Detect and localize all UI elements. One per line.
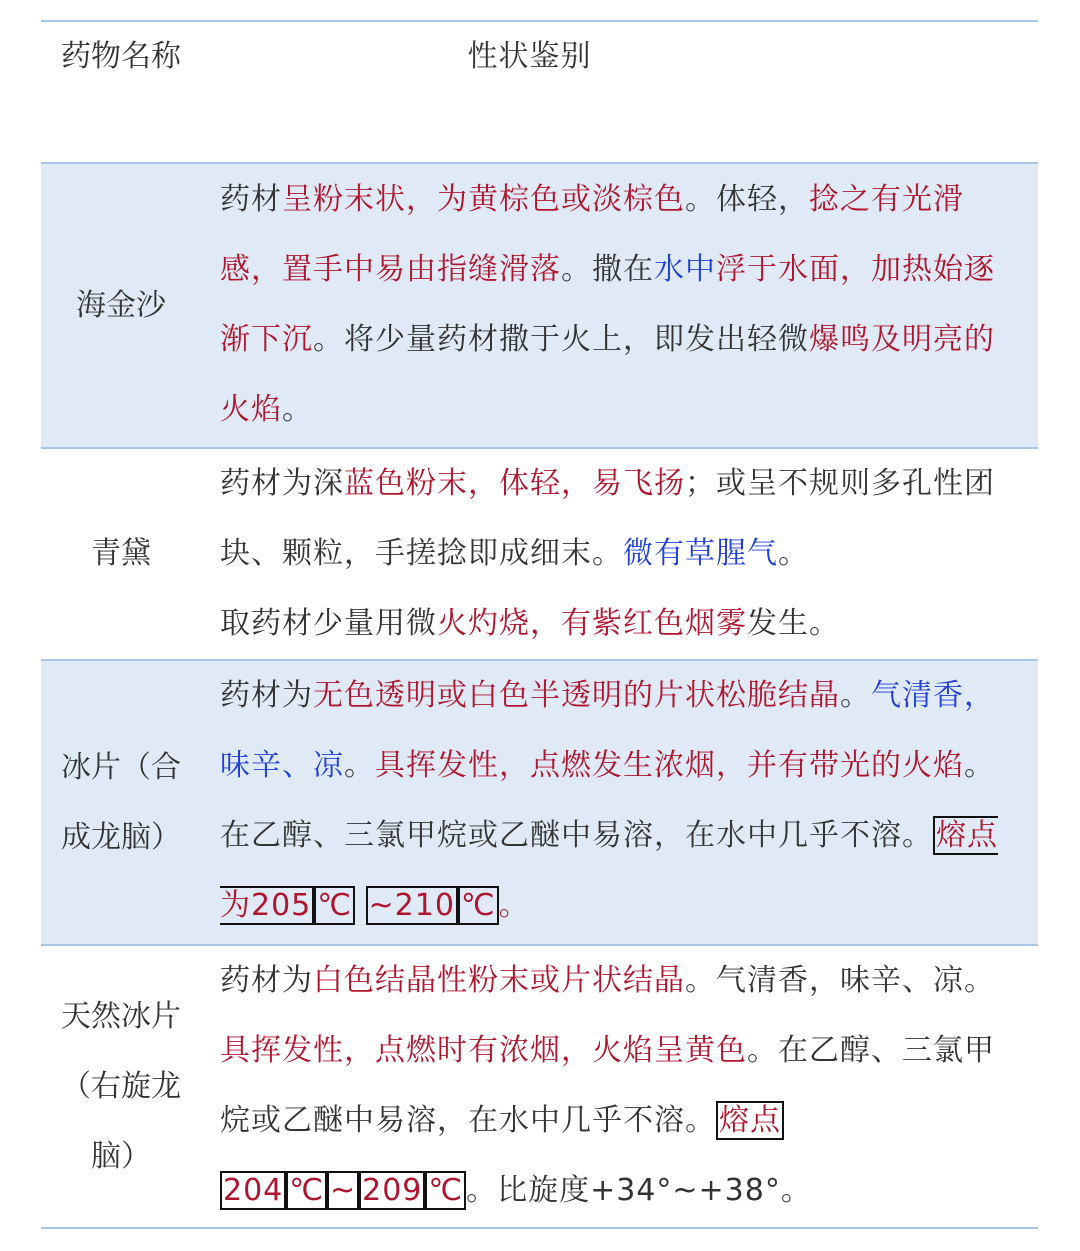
drug-name-cell xyxy=(41,449,201,659)
text-segment: 。 xyxy=(840,678,871,713)
drug-name: 海金沙 xyxy=(76,287,166,323)
text-segment: 。在乙醇、三氯甲烷或乙醚中易溶，在水中几乎不溶。 xyxy=(220,748,995,853)
text-segment: 。将少量药材撒于火上，即发出轻微 xyxy=(313,322,809,357)
highlight-red: 呈粉末状，为黄棕色或淡棕色 xyxy=(282,182,685,217)
description-cell xyxy=(201,449,1038,659)
text-segment: 。在乙醇、三氯甲烷或乙醚中易溶，在水中几乎不溶。 xyxy=(220,1033,995,1138)
melting-point-box: ℃ xyxy=(458,886,499,925)
highlight-blue: 微有草腥气 xyxy=(623,536,778,571)
text-segment: 药材为 xyxy=(220,963,313,998)
melting-point-box: ℃ xyxy=(314,886,355,925)
text-segment: 药材为 xyxy=(220,678,313,713)
highlight-red: 浮于水面，加热始逐渐下沉 xyxy=(220,252,995,357)
description-text xyxy=(220,946,1020,1226)
highlight-blue: 气清香，味辛、凉 xyxy=(220,678,995,783)
highlight-red: 蓝色粉末，体轻，易飞扬 xyxy=(344,466,685,501)
text-segment: 。 xyxy=(344,748,375,783)
highlight-red: 白色结晶性粉末或片状结晶 xyxy=(313,963,685,998)
header-description xyxy=(201,22,1038,162)
text-segment: 药材为深 xyxy=(220,466,344,501)
description-text xyxy=(220,449,1020,589)
text-segment: 。撒在 xyxy=(561,252,654,287)
drug-name-cell xyxy=(41,164,201,447)
table-header-row xyxy=(41,22,1038,162)
table-row xyxy=(41,449,1038,659)
header-description-text: 性状鉴别 xyxy=(467,39,592,74)
description-cell xyxy=(201,946,1038,1227)
text-segment: 。体轻， xyxy=(685,182,809,217)
highlight-red: 捻之有光滑感，置手中易由指缝滑落 xyxy=(220,182,964,287)
highlight-red: 火灼烧，有紫红色烟雾 xyxy=(437,606,747,641)
description-text xyxy=(220,165,1020,445)
header-drug-name xyxy=(41,22,201,162)
melting-point-box: 熔点为205 xyxy=(220,818,998,923)
drug-name: 天然冰片（右旋龙脑） xyxy=(61,998,181,1174)
text-segment: 。 xyxy=(282,392,313,427)
drug-name: 冰片（合成龙脑） xyxy=(61,749,181,855)
melting-point-box: ~ xyxy=(327,1171,359,1210)
table-bottom-rule xyxy=(41,1227,1038,1229)
highlight-red: 具挥发性，点燃发生浓烟，并有带光的火焰 xyxy=(375,748,964,783)
table-row xyxy=(41,946,1038,1227)
text-segment: 。 xyxy=(778,536,809,571)
highlight-red: 爆鸣及明亮的火焰 xyxy=(220,322,995,427)
melting-point-box: 209 xyxy=(359,1171,425,1210)
melting-point-box: 熔点 xyxy=(716,1101,784,1140)
highlight-blue: 水中 xyxy=(654,252,716,287)
header-drug-name-text: 药物名称 xyxy=(61,39,181,74)
text-segment: ；或呈不规则多孔性团块、颗粒，手搓捻即成细末。 xyxy=(220,466,995,571)
description-cell xyxy=(201,164,1038,447)
table-row xyxy=(41,661,1038,944)
drug-name-cell xyxy=(41,946,201,1227)
highlight-red: 。 xyxy=(498,888,530,923)
text-segment: 。气清香，味辛、凉。 xyxy=(685,963,995,998)
drug-name: 青黛 xyxy=(91,536,151,571)
text-segment: 发生。 xyxy=(747,606,840,641)
melting-point-box: 204 xyxy=(220,1171,286,1210)
description-cell xyxy=(201,661,1038,944)
melting-point-box: ℃ xyxy=(425,1171,466,1210)
text-segment: 。比旋度+34°~+38°。 xyxy=(466,1173,812,1208)
melting-point-box: ℃ xyxy=(286,1171,327,1210)
drug-identification-table xyxy=(41,20,1038,1229)
description-text xyxy=(220,589,1020,659)
text-segment: 取药材少量用微 xyxy=(220,606,437,641)
highlight-red: 无色透明或白色半透明的片状松脆结晶 xyxy=(313,678,840,713)
description-text xyxy=(220,661,1020,941)
highlight-red: 具挥发性，点燃时有浓烟，火焰呈黄色 xyxy=(220,1033,747,1068)
drug-name-cell xyxy=(41,661,201,944)
table-row xyxy=(41,164,1038,447)
text-segment: 药材 xyxy=(220,182,282,217)
melting-point-box: ~210 xyxy=(366,886,458,925)
